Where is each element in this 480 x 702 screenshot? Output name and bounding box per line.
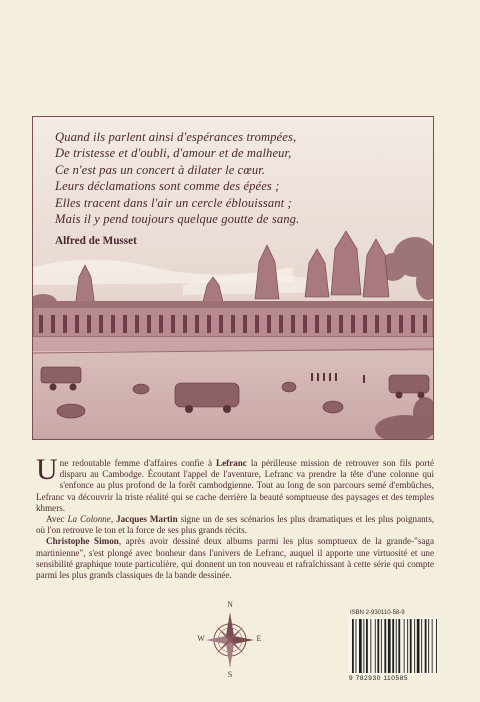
barcode-bar <box>414 619 415 673</box>
synopsis-paragraph-1 <box>36 453 434 514</box>
compass-east: E <box>256 634 262 643</box>
poem-line: De tristesse et d'oubli, d'amour et de malheur, <box>55 146 292 161</box>
poem-line: Ce n'est pas un concert à dilater le cœur. <box>55 162 266 177</box>
poem-line: Leurs déclamations sont comme des épées ; <box>55 179 280 194</box>
barcode-bar <box>370 619 371 673</box>
barcode-bar <box>421 619 422 673</box>
barcode-bar <box>432 619 433 673</box>
compass-south: S <box>227 670 233 679</box>
barcode <box>348 617 438 675</box>
compass-north: N <box>227 600 233 609</box>
synopsis <box>36 453 435 581</box>
synopsis-paragraph-2 <box>36 514 434 536</box>
barcode-digits: 9 782930 110585 <box>349 675 409 682</box>
barcode-bar <box>388 619 391 673</box>
barcode-bar <box>425 619 427 673</box>
barcode-bar <box>356 619 357 673</box>
album-title: La Colonne <box>67 514 111 525</box>
text: Avec <box>46 514 68 525</box>
barcode-bar <box>381 619 382 673</box>
barcode-bar <box>359 619 362 673</box>
compass-west: W <box>197 634 205 643</box>
poem-line: Quand ils parlent ainsi d'espérances trompées, <box>55 130 297 144</box>
poem-author: Alfred de Musset <box>55 235 137 247</box>
artist-name: Christophe Simon <box>46 536 119 547</box>
compass-rose-icon <box>198 600 262 682</box>
writer-name: Jacques Martin <box>116 514 178 525</box>
barcode-bar <box>417 619 420 673</box>
barcode-bar <box>384 619 386 673</box>
text: , <box>110 514 117 525</box>
barcode-bar <box>404 619 405 673</box>
text: signe un de ses scénarios les plus dramatiques et les plus poignants, où l'on retrouve le ton et la force de ses plus grands récits. <box>36 514 435 536</box>
barcode-bar <box>366 619 368 673</box>
text: la périlleuse mission de retrouver son fils porté disparu au Cambodge. Écoutant l'appel de l'aventure, Lefranc va prendre la tête d'une colonne qui s'enfonce au plus profond de la forêt cambodgienne. Tout au long de son parcours semé d'embûches, Lefranc va découvrir la triste réalité qui se cache derrière la beauté somptueuse des paysages et des temples khmers. <box>36 458 434 513</box>
text: , après avoir dessiné deux albums parmi les plus somptueux de la grande-"saga martinienne", s'est plongé avec bonheur dans l'univers de Lefranc, auquel il apporte une virtuosité et une sensibilité graphique toute particulière, qui donnent un ton nouveau et rafraîchissant à cette série qui compte parmi les plus grands classiques de la bande dessinée. <box>36 536 434 581</box>
drop-cap: U <box>36 453 58 486</box>
barcode-bar <box>410 619 412 673</box>
hero-name: Lefranc <box>216 458 247 468</box>
barcode-bar <box>428 619 429 673</box>
synopsis-paragraph-3 <box>36 536 434 581</box>
barcode-bar <box>363 619 364 673</box>
barcode-bars <box>348 617 438 675</box>
poem <box>55 129 425 227</box>
barcode-bar <box>375 619 376 673</box>
poem-line: Mais il y pend toujours quelque goutte de sang. <box>55 212 300 227</box>
temple-illustration <box>32 116 434 440</box>
barcode-bar <box>398 619 400 673</box>
barcode-bar <box>392 619 394 673</box>
isbn-label: ISBN 2-930110-58-9 <box>350 610 405 616</box>
compass-star <box>198 600 262 682</box>
poem-line: Elles tracent dans l'air un cercle éblouissant ; <box>55 195 292 210</box>
text: ne redoutable femme d'affaires confie à <box>59 458 217 468</box>
barcode-bar <box>377 619 379 673</box>
barcode-bar <box>407 619 408 673</box>
barcode-bar <box>436 619 437 673</box>
barcode-bar <box>352 619 354 673</box>
barcode-bar <box>396 619 397 673</box>
